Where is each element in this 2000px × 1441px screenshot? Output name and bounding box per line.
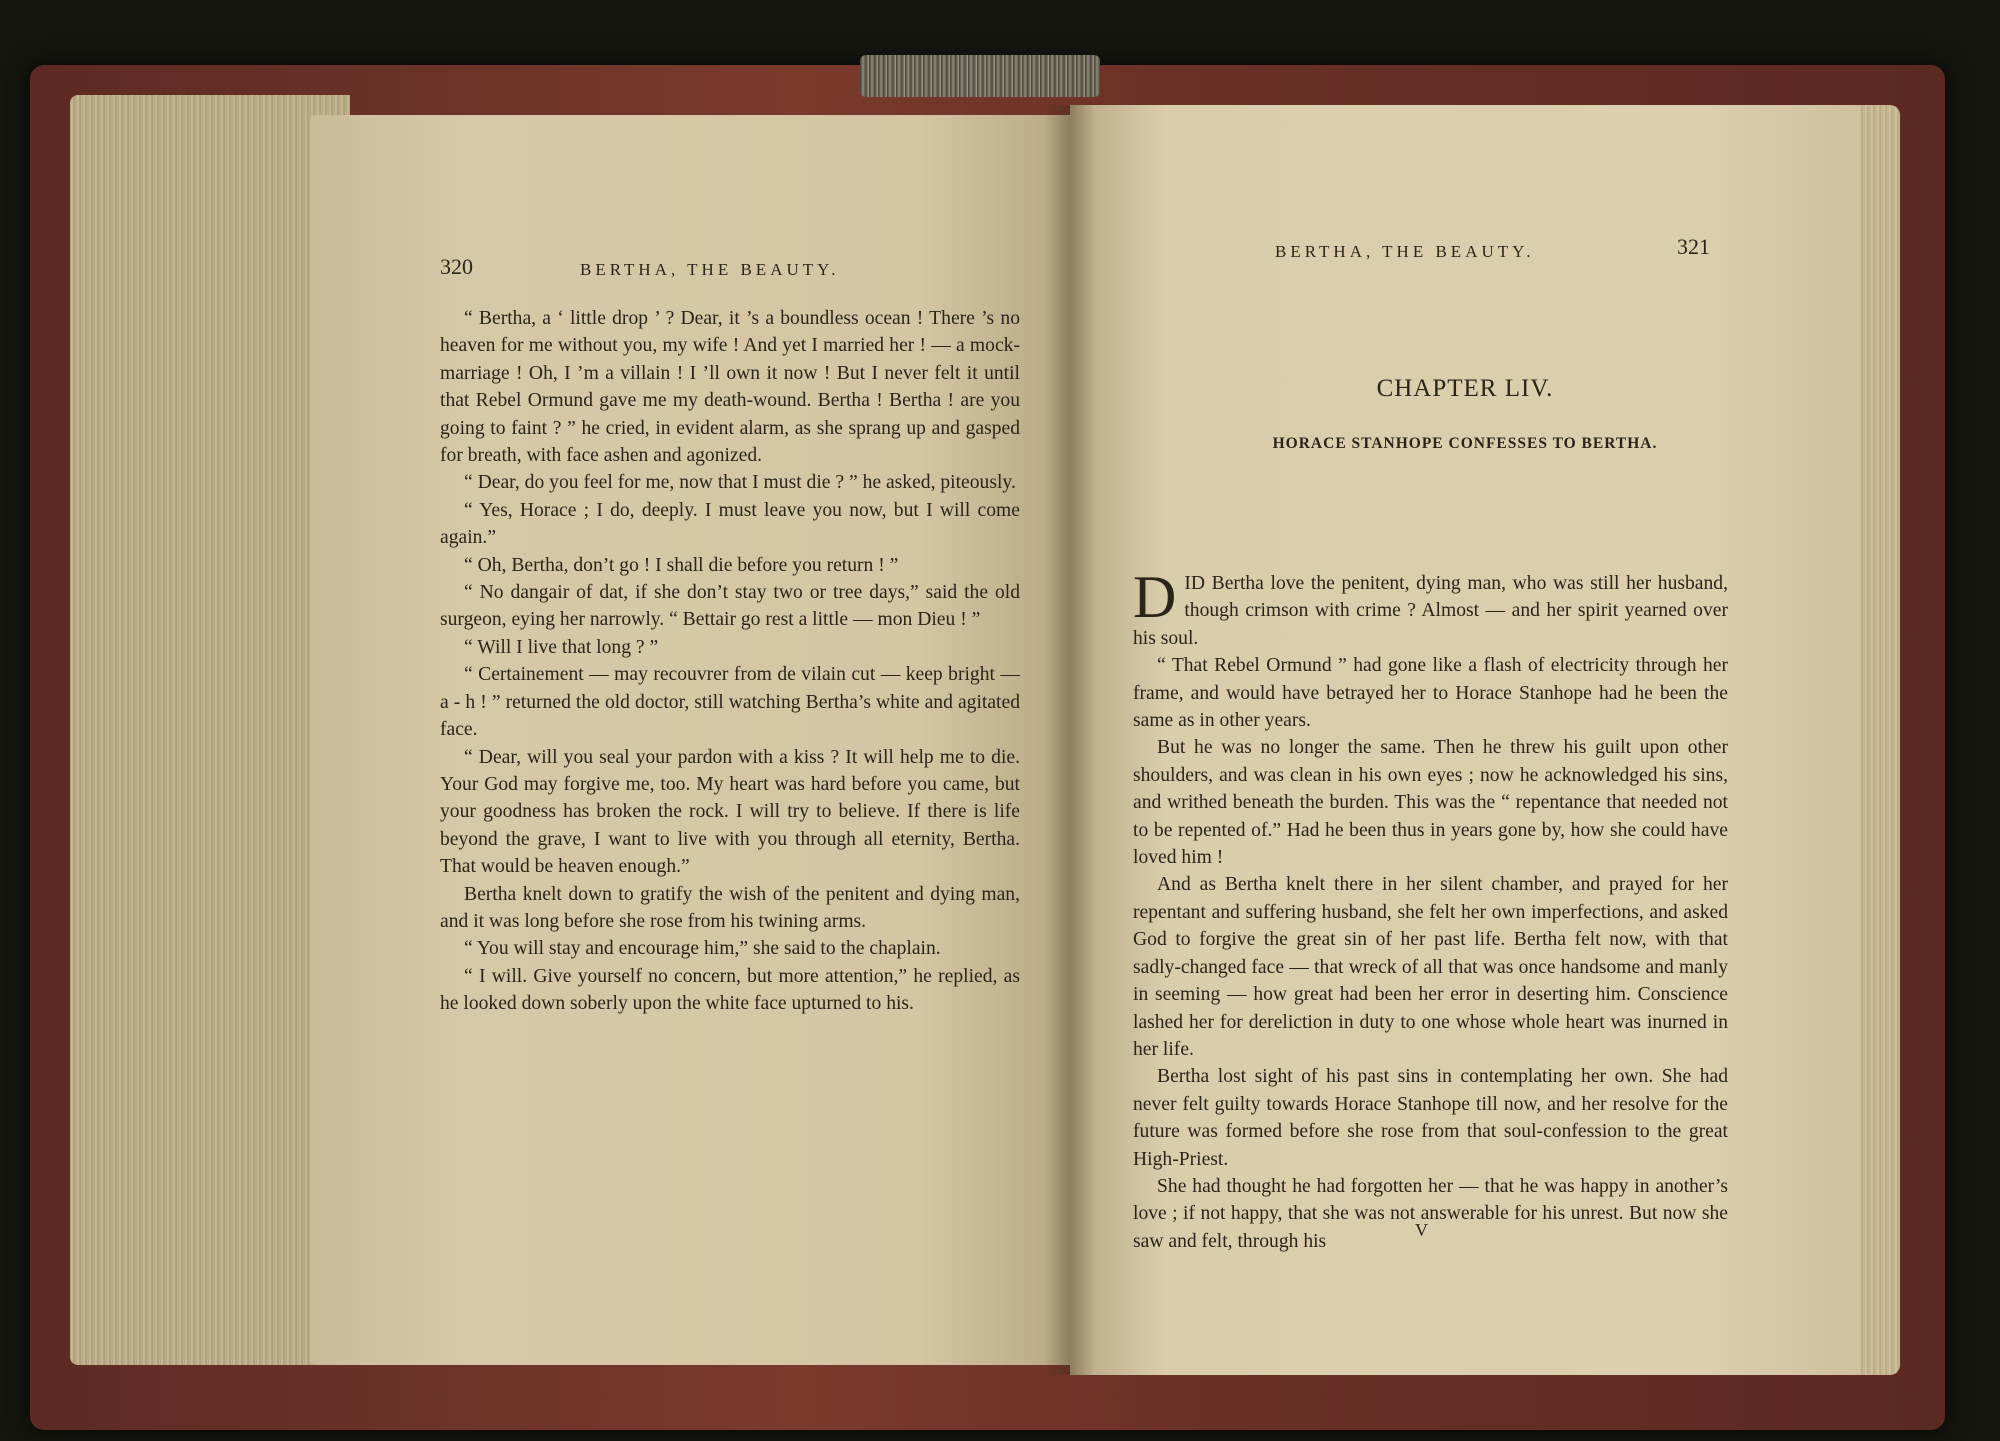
right-page-text xyxy=(1133,564,1728,1255)
right-page-header xyxy=(1070,234,1860,290)
page-number: 320 xyxy=(440,254,473,279)
paragraph: She had thought he had forgotten her — that he was happy in another’s love ; if not happy, that she was not answerable for his unrest. But now she saw and felt, through his xyxy=(1133,1175,1728,1252)
running-head: BERTHA, THE BEAUTY. xyxy=(580,260,840,279)
running-head: BERTHA, THE BEAUTY. xyxy=(1275,242,1535,261)
paragraph: “ You will stay and encourage him,” she said to the chaplain. xyxy=(464,938,941,960)
paragraph: “ Certainement — may recouvrer from de vilain cut — keep bright — a - h ! ” returned the old doctor, still watching Bertha’s white and agitated face. xyxy=(440,664,1020,741)
first-paragraph xyxy=(1133,564,1728,652)
paragraph: “ That Rebel Ormund ” had gone like a flash of electricity through her frame, and would have betrayed her to Horace Stanhope had he been the same as in other years. xyxy=(1133,655,1728,732)
first-paragraph-text: ID Bertha love the penitent, dying man, who was still her husband, though crimson with crime ? Almost — and her spirit yearned over his soul. xyxy=(1133,573,1728,649)
paragraph: “ Bertha, a ‘ little drop ’ ? Dear, it ’s a boundless ocean ! There ’s no heaven for me without you, my wife ! And yet I married her ! — a mock-marriage ! Oh, I ’m a villain ! I ’ll own it now ! But I never felt it until that Rebel Ormund gave me my death-wound. Bertha ! Bertha ! are you going to faint ? ” he cried, in evident alarm, as she sprang up and gasped for breath, with face ashen and agonized. xyxy=(440,308,1020,467)
book-spine-binding xyxy=(860,55,1100,97)
right-page xyxy=(1070,105,1860,1375)
book-gutter xyxy=(1045,105,1095,1375)
paragraph: “ I will. Give yourself no concern, but more attention,” he replied, as he looked down soberly upon the white face upturned to his. xyxy=(440,965,1020,1015)
chapter-title: CHAPTER LIV. xyxy=(1376,375,1554,402)
signature-mark: V xyxy=(1415,1220,1428,1240)
drop-cap: D xyxy=(1133,564,1177,630)
left-page-text xyxy=(440,305,1020,1018)
paragraph: But he was no longer the same. Then he threw his guilt upon other shoulders, and was clean in his own eyes ; now he acknowledged his sins, and writhed beneath the burden. This was the “ repentance that needed not to be repented of.” Had he been thus in years gone by, how she could have loved him ! xyxy=(1133,737,1728,869)
paragraph: “ Yes, Horace ; I do, deeply. I must leave you now, but I will come again.” xyxy=(440,499,1020,549)
paragraph: Bertha knelt down to gratify the wish of the penitent and dying man, and it was long before she rose from his twining arms. xyxy=(440,883,1020,932)
paragraph: Bertha lost sight of his past sins in contemplating her own. She had never felt guilty towards Horace Stanhope till now, and her resolve for the future was formed before she rose from that soul-confession to the great High-Priest. xyxy=(1133,1066,1728,1170)
left-page-header xyxy=(310,254,1070,300)
paragraph: “ No dangair of dat, if she don’t stay two or tree days,” said the old surgeon, eying her narrowly. “ Bettair go rest a little — mon Dieu ! ” xyxy=(440,582,1020,631)
page-number: 321 xyxy=(1677,234,1710,259)
paragraph: “ Dear, do you feel for me, now that I must die ? ” he asked, piteously. xyxy=(464,472,1016,494)
paragraph: And as Bertha knelt there in her silent chamber, and prayed for her repentant and suffering husband, she felt her own imperfections, and asked God to forgive the great sin of her past life. Bertha felt now, with that sadly-changed face — that wreck of all that was once handsome and manly in seeming — how great had been her error in deserting him. Conscience lashed her for dereliction in duty to one whose whole heart was inurned in her life. xyxy=(1133,874,1728,1060)
paragraph: “ Oh, Bertha, don’t go ! I shall die before you return ! ” xyxy=(464,554,899,576)
left-page xyxy=(310,115,1070,1365)
chapter-subtitle: HORACE STANHOPE CONFESSES TO BERTHA. xyxy=(1272,435,1658,452)
paragraph: “ Will I live that long ? ” xyxy=(464,636,659,658)
page-edges-left xyxy=(70,95,350,1365)
paragraph: “ Dear, will you seal your pardon with a kiss ? It will help me to die. Your God may forgive me, too. My heart was hard before you came, but your goodness has broken the rock. I will try to believe. If there is life beyond the grave, I want to live with you through all eternity, Bertha. That would be heaven enough.” xyxy=(440,746,1020,878)
